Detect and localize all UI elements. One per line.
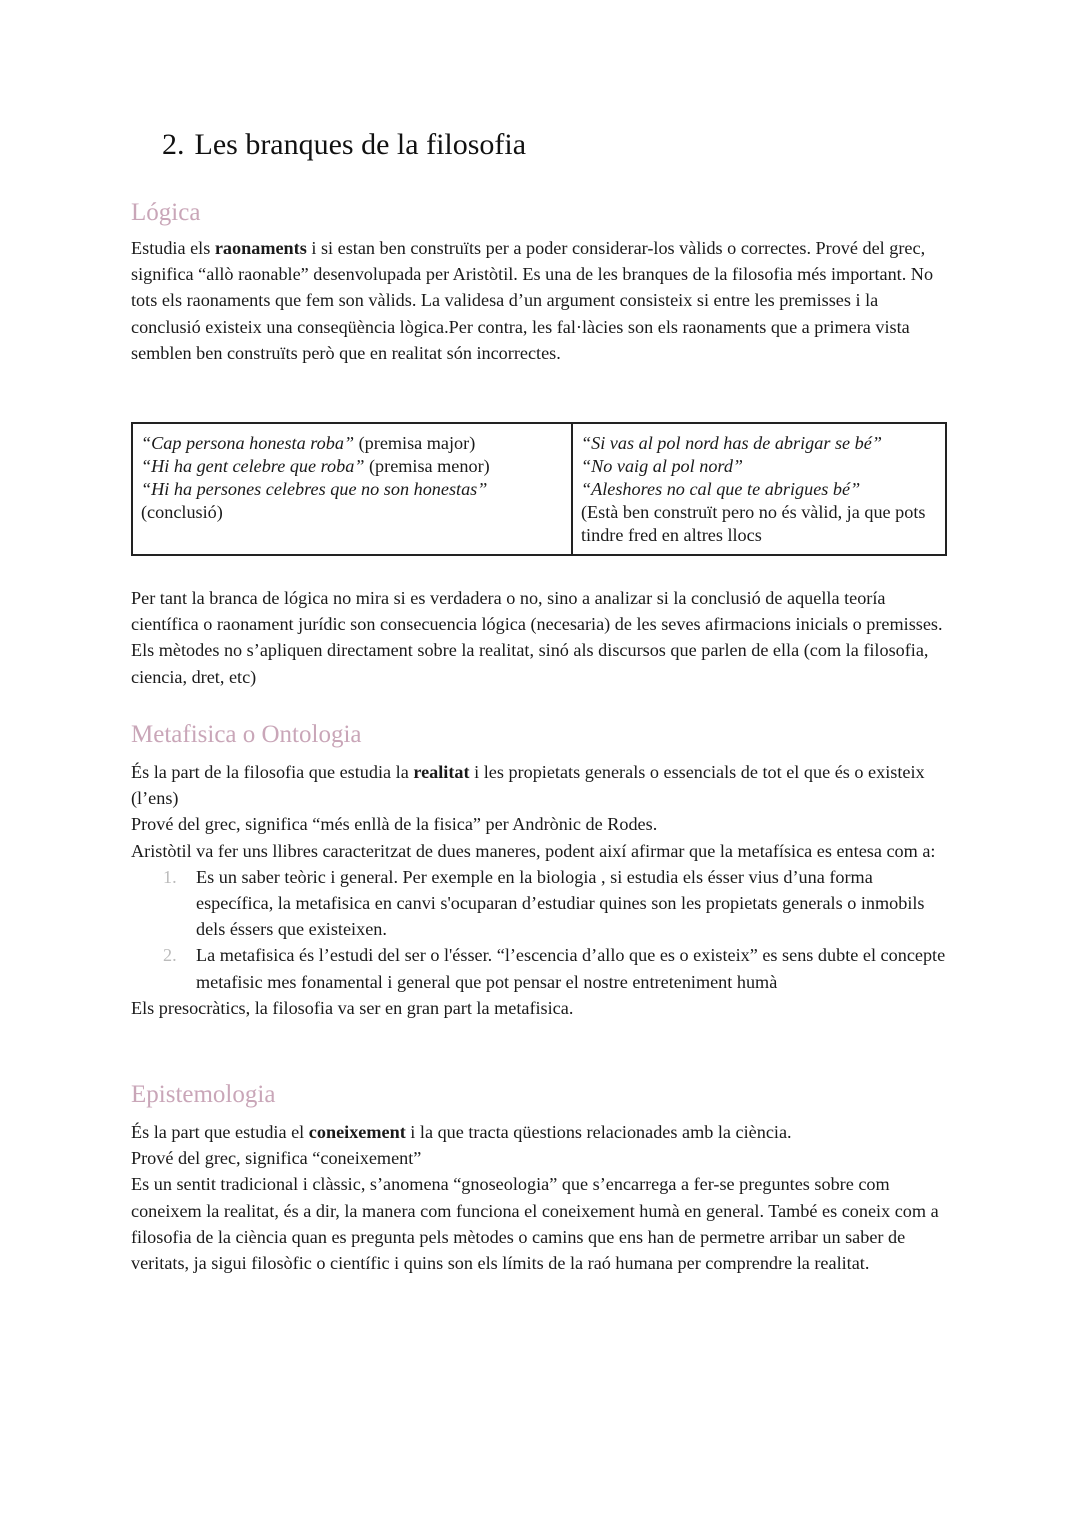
heading-metafisica: Metafisica o Ontologia <box>131 721 362 748</box>
list-item <box>131 942 951 994</box>
list-text: La metafisica és l’estudi del ser o l'ésser. “l’escencia d’allo que es o existeix” es sens dubte el concepte metafisic mes fonamental i general que pot pensar el nostre entreteniment humà <box>196 945 946 992</box>
text: Estudia els <box>131 238 215 258</box>
example-line: “Hi ha persones celebres que no son honestas” <box>141 479 488 499</box>
bold-term: coneixement <box>308 1122 406 1142</box>
text: i la que tracta qüestions relacionades amb la ciència. <box>405 1122 792 1142</box>
text: i les propietats generals o essencials de tot el que és o existeix (l’ens) <box>131 762 925 809</box>
list-text: Es un saber teòric i general. Per exemple en la biologia , si estudia els ésser vius d’una forma específica, la metafisica en canvi s'ocuparan d’estudiar quines son les propietats generals o inmobils dels éssers que existeixen. <box>196 866 925 940</box>
list-number: 2. <box>163 945 177 966</box>
text: És la part que estudia el <box>131 1122 309 1142</box>
example-line: “Cap persona honesta roba” (premisa major) <box>141 433 476 453</box>
examples-table <box>131 422 947 556</box>
example-line: “No vaig al pol nord” <box>581 456 744 476</box>
title-text: Les branques de la filosofia <box>194 128 527 161</box>
example-line: “Si vas al pol nord has de abrigar se bé” <box>581 433 882 453</box>
text: i si estan ben construïts per a poder considerar-los vàlids o correctes. Prové del grec, significa “allò raonable” desenvolupada per Aristòtil. Es una de les branques de la filosofia més important. No tots els raonaments que fem son vàlids. La validesa d’un argument consisteix si entre les premisses i la conclusió existeix una conseqüència lògica.Per contra, les fal·làcies son els raonaments que a primera vista semblen ben construïts però que en realitat són incorrectes. <box>131 238 934 363</box>
epistemologia-intro <box>131 1119 951 1145</box>
example-line: “Aleshores no cal que te abrigues bé” <box>581 479 861 499</box>
epistemologia-body: Es un sentit tradicional i clàssic, s’anomena “gnoseologia” que s’encarrega a fer-se preguntes sobre com coneixem la realitat, és a dir, la manera com funciona el coneixement humà en general. També es coneix com a filosofia de la ciència quan es pregunta pels mètodes o camins que ens han de permetre arribar un saber de veritats, ja sigui filosòfic o científic i quins son els límits de la raó humana per comprendre la realitat. <box>131 1174 939 1274</box>
section-metafisica <box>131 720 951 1021</box>
metafisica-aristotil: Aristòtil va fer uns llibres caracteritzat de dues maneres, podent així afirmar que la metafísica es entesa com a: <box>131 840 936 861</box>
metafisica-etymology: Prové del grec, significa “més enllà de la fisica” per Andrònic de Rodes. <box>131 814 658 835</box>
section-epistemologia <box>131 1080 951 1276</box>
heading-epistemologia: Epistemologia <box>131 1081 276 1108</box>
example-line: (conclusió) <box>141 502 223 522</box>
list-number: 1. <box>163 866 177 887</box>
epistemologia-etymology: Prové del grec, significa “coneixement” <box>131 1148 422 1169</box>
heading-logica: Lógica <box>131 199 201 226</box>
metafisica-closing: Els presocràtics, la filosofia va ser en gran part la metafisica. <box>131 997 574 1018</box>
example-line: “Hi ha gent celebre que roba” (premisa menor) <box>141 456 490 476</box>
logica-conclusion-block <box>131 585 951 690</box>
metafisica-intro <box>131 759 951 811</box>
syllogism-example-cell <box>132 423 572 555</box>
page-title <box>162 128 526 162</box>
fallacy-example-cell <box>572 423 946 555</box>
logica-conclusion: Per tant la branca de lógica no mira si es verdadera o no, sino a analizar si la conclusió de aquella teoría científica o raonament jurídic son consecuencia lógica (necesaria) de les seves afirmacions inicials o premisses. Els mètodes no s’apliquen directament sobre la realitat, sinó als discursos que parlen de ella (com la filosofia, ciencia, dret, etc) <box>131 588 943 687</box>
bold-term: raonaments <box>214 238 307 258</box>
logica-intro <box>131 235 951 366</box>
metafisica-list <box>131 864 951 995</box>
list-item <box>131 864 951 943</box>
section-logica <box>131 198 951 366</box>
bold-term: realitat <box>413 762 470 782</box>
example-line: (Està ben construït pero no és vàlid, ja que pots tindre fred en altres llocs <box>581 502 926 545</box>
title-number: 2. <box>162 128 185 161</box>
text: És la part de la filosofia que estudia la <box>131 762 414 782</box>
